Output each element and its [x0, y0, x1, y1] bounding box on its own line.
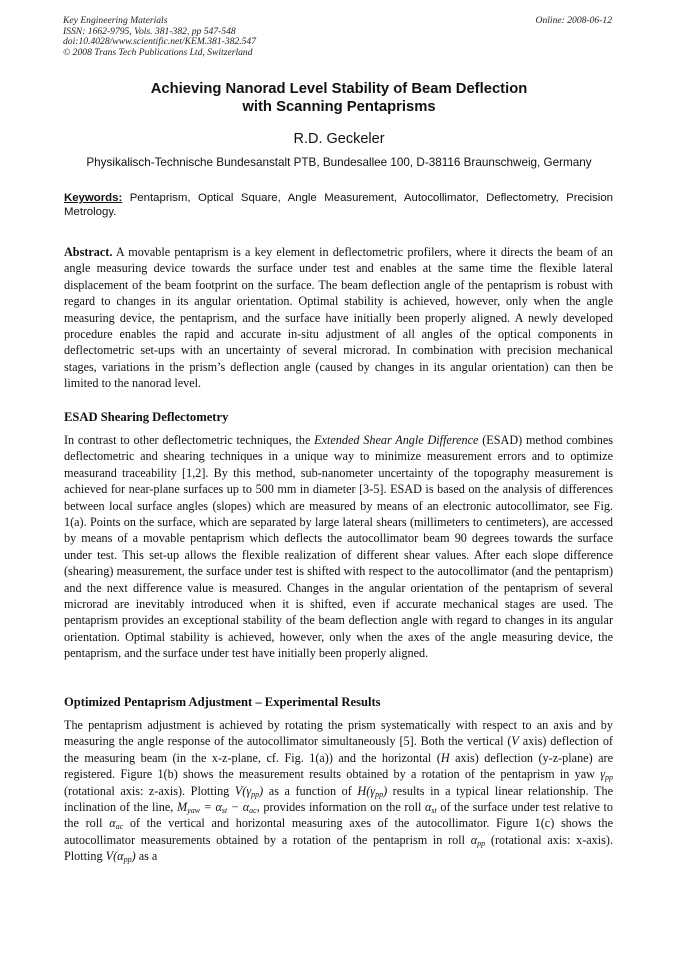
adj-text-5: as a function of [263, 783, 358, 798]
adj-text-3: axis) deflection (y-z-plane) are registered. Figure 1(b) shows the measurement results obtained by a rotation of the pentaprism in yaw [64, 750, 613, 782]
keywords [64, 192, 613, 219]
adj-text-4: (rotational axis: z-axis). Plotting [64, 783, 235, 798]
doi-line: doi:10.4028/www.scientific.net/KEM.381-382.547 [63, 36, 257, 48]
issn-line: ISSN: 1662-9795, Vols. 381-382, pp 547-548 [63, 25, 236, 37]
adj-text-2: axis) deflection of the measuring beam (in the x-z-plane, cf. Fig. 1(a)) and the horizontal ( [64, 734, 613, 765]
math-m-yaw-equation: $M_{yaw} = \alpha_{st} - \alpha_{ac}$ [176, 800, 257, 816]
math-gamma-pp: $\gamma_{pp}$ [600, 767, 613, 783]
abstract-label: Abstract. [64, 245, 113, 259]
math-alpha-pp: $\alpha_{pp}$ [470, 832, 486, 848]
math-h: H [440, 750, 450, 765]
journal-name: Key Engineering Materials [63, 15, 168, 26]
math-alpha-st: $\alpha_{st}$ [424, 800, 437, 816]
math-alpha-ac: $\alpha_{ac}$ [109, 816, 124, 832]
abstract-text: A movable pentaprism is a key element in deflectometric profilers, where it directs the beam of an angle measuring device towards the surface under test and enables at the same time the flexible lateral displacement of the beam footprint on the surface. The beam deflection angle of the pentaprism is robust with regard to changes in its angular orientation. Optimal stability is achieved, however, only when the angle measuring device, the pentaprism, and the surface have initially been properly aligned. A newly developed procedure enables the rapid and accurate in-situ adjustment of all angles of the optical components in deflectometric set-ups with an uncertainty of several microrad. In combination with precision mechanical stages, variations in the prism’s deflection angle (caused by changes in its angular orientation) can then be limited to the nanorad level. [64, 245, 613, 391]
copyright-line: © 2008 Trans Tech Publications Ltd, Switzerland [63, 46, 253, 58]
math-v: V [511, 734, 519, 749]
paper-title [0, 80, 678, 116]
section-heading-adjustment: Optimized Pentaprism Adjustment – Experimental Results [64, 695, 381, 709]
math-h-of-gamma: $H(\gamma_{pp})$ [357, 783, 388, 799]
section-esad-body [64, 432, 613, 662]
esad-text-2: (ESAD) method combines deflectometric and shearing techniques in a unique way to minimize measurement errors and to optimize measurand traceability [1,2]. By this method, sub-nanometer uncertainty of the topography measurement is achieved for near-plane surfaces up to 500 mm in diameter [3-5]. ESAD is based on the analysis of differences between local surface angles (slopes) which are measured by means of an electronic autocollimator, see Fig. 1(a). Points on the surface, which are separated by large lateral shears (millimeters to centimeters), are accessed by means of a movable pentaprism which deflects the autocollimator beam 90 degrees towards the surface under test. This set-up allows the flexible realization of different shear values. After each slope difference (shearing) measurement, the surface under test is shifted with respect to the autocollimator (and the pentaprism) and the next difference value is measured. Changes in the angular orientation of the pentaprism of several microrad are inevitably introduced when it is shifted, even if accurate mechanical stages are used. The pentaprism provides an exceptional stability of the beam deflection angle with regard to changes in its angular orientation. Optimal stability is achieved, however, only when the axes of the angle measuring device, the pentaprism, and the surface under test have initially been properly aligned. [64, 433, 613, 661]
math-v-of-gamma: $V(\gamma_{pp})$ [234, 783, 264, 799]
title-line-1: Achieving Nanorad Level Stability of Beam Deflection [150, 81, 528, 97]
math-v-of-alpha: $V(\alpha_{pp})$ [105, 849, 136, 865]
section-heading-esad: ESAD Shearing Deflectometry [64, 410, 229, 424]
adj-text-9: of the vertical and horizontal measuring axes of the autocollimator. Figure 1(c) shows the autocollimator measurements obtained by a rotation of the pentaprism in roll [64, 816, 613, 847]
adj-text-1: The pentaprism adjustment is achieved by rotating the prism systematically with respect to an axis and by measuring the angle response of the autocollimator simultaneously [5]. Both the vertical ( [64, 718, 613, 749]
adj-text-6: results in a typical linear relationship. The inclination of the line, [64, 783, 613, 815]
journal-info [63, 16, 256, 58]
esad-text-1: In contrast to other deflectometric techniques, the [64, 433, 315, 447]
affiliation: Physikalisch-Technische Bundesanstalt PTB, Bundesallee 100, D-38116 Braunschweig, Germany [86, 156, 592, 169]
adj-text-11: as a [135, 849, 158, 864]
section-adjustment-body [64, 717, 613, 865]
online-date: Online: 2008-06-12 [535, 15, 612, 26]
esad-emphasis: Extended Shear Angle Difference [314, 433, 479, 447]
title-line-2: with Scanning Pentaprisms [242, 99, 436, 115]
abstract [64, 244, 613, 392]
adj-text-10: (rotational axis: x-axis). Plotting [64, 832, 613, 864]
keywords-text: Pentaprism, Optical Square, Angle Measurement, Autocollimator, Deflectometry, Precision Metrology. [64, 192, 613, 218]
adj-text-7: , provides information on the roll [256, 800, 425, 815]
keywords-label: Keywords: [64, 192, 123, 204]
adj-text-8: of the surface under test relative to the roll [64, 800, 613, 831]
author: R.D. Geckeler [293, 131, 385, 147]
